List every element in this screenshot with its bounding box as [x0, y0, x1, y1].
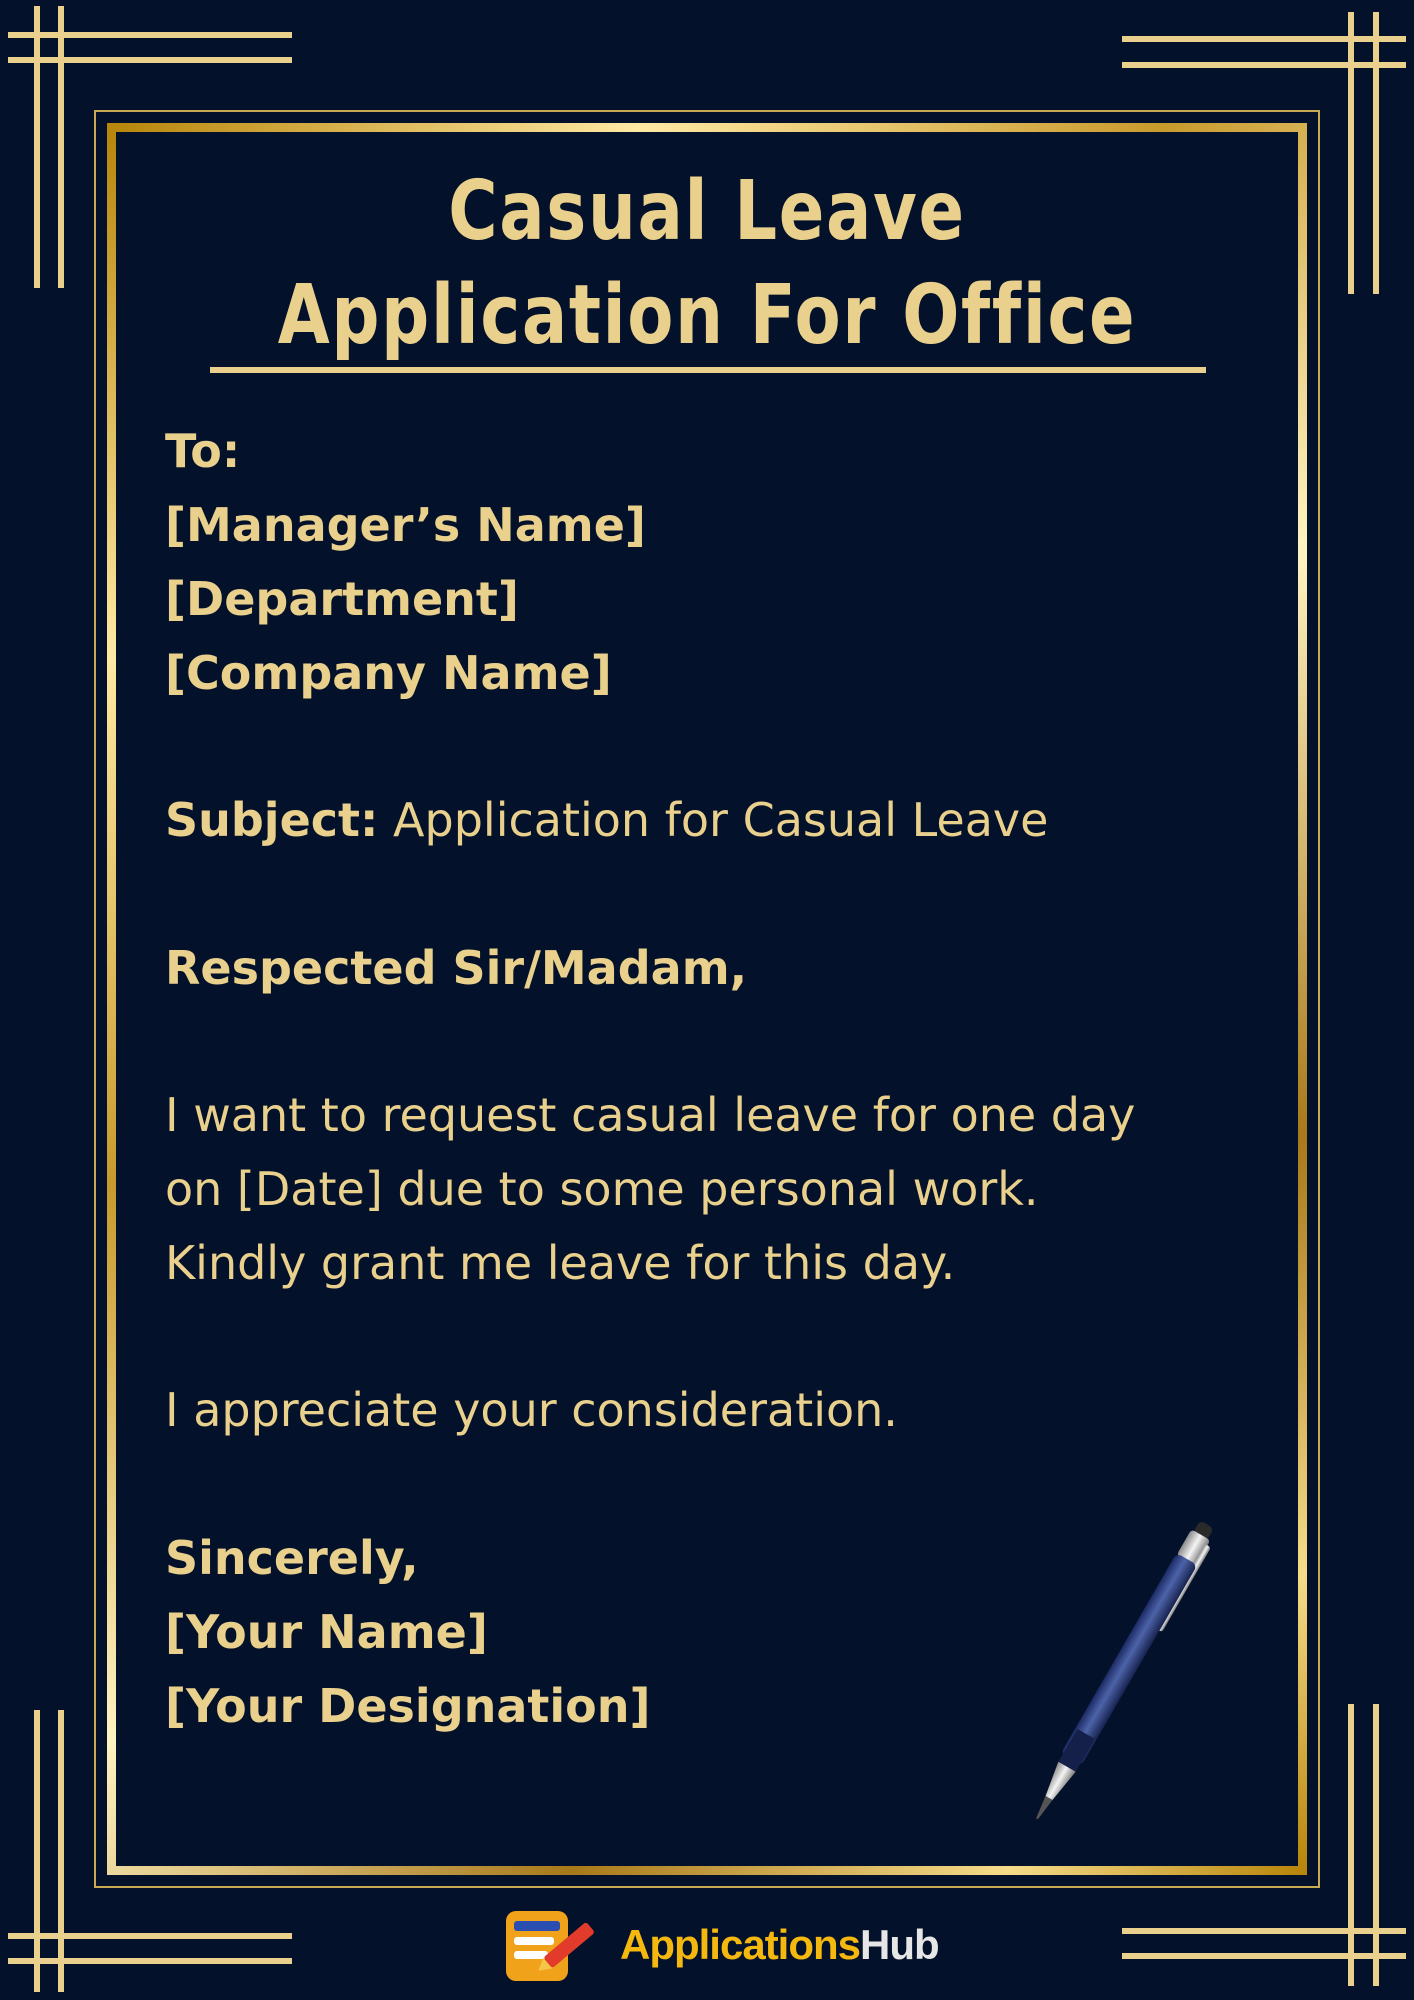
body-line-1: I want to request casual leave for one day — [165, 1088, 1136, 1142]
body-line-2: on [Date] due to some personal work. — [165, 1162, 1039, 1216]
pen-icon — [1000, 1505, 1240, 1845]
department: [Department] — [165, 572, 519, 626]
body-paragraph — [165, 1078, 1135, 1300]
salutation: Respected Sir/Madam, — [165, 941, 748, 995]
title-underline — [210, 367, 1206, 373]
your-designation: [Your Designation] — [165, 1679, 651, 1733]
page-title — [215, 160, 1199, 368]
subject-line — [165, 783, 1048, 857]
title-line-1: Casual Leave — [448, 164, 966, 259]
document-pen-icon — [500, 1903, 610, 1987]
your-name: [Your Name] — [165, 1605, 488, 1659]
body-line-3: Kindly grant me leave for this day. — [165, 1236, 956, 1290]
appreciation-line: I appreciate your consideration. — [165, 1383, 898, 1437]
subject-text: Application for Casual Leave — [378, 793, 1049, 847]
logo-text — [620, 1921, 939, 1969]
company-name: [Company Name] — [165, 646, 612, 700]
closing-block — [165, 1521, 651, 1743]
manager-name: [Manager’s Name] — [165, 498, 646, 552]
recipient-block — [165, 414, 646, 710]
to-label: To: — [165, 424, 241, 478]
title-line-2: Application For Office — [277, 268, 1137, 363]
subject-label: Subject: — [165, 793, 379, 847]
signoff: Sincerely, — [165, 1531, 419, 1585]
applicationshub-logo — [500, 1903, 939, 1987]
logo-text-applications: Applications — [620, 1921, 861, 1968]
logo-text-hub: Hub — [860, 1921, 939, 1968]
